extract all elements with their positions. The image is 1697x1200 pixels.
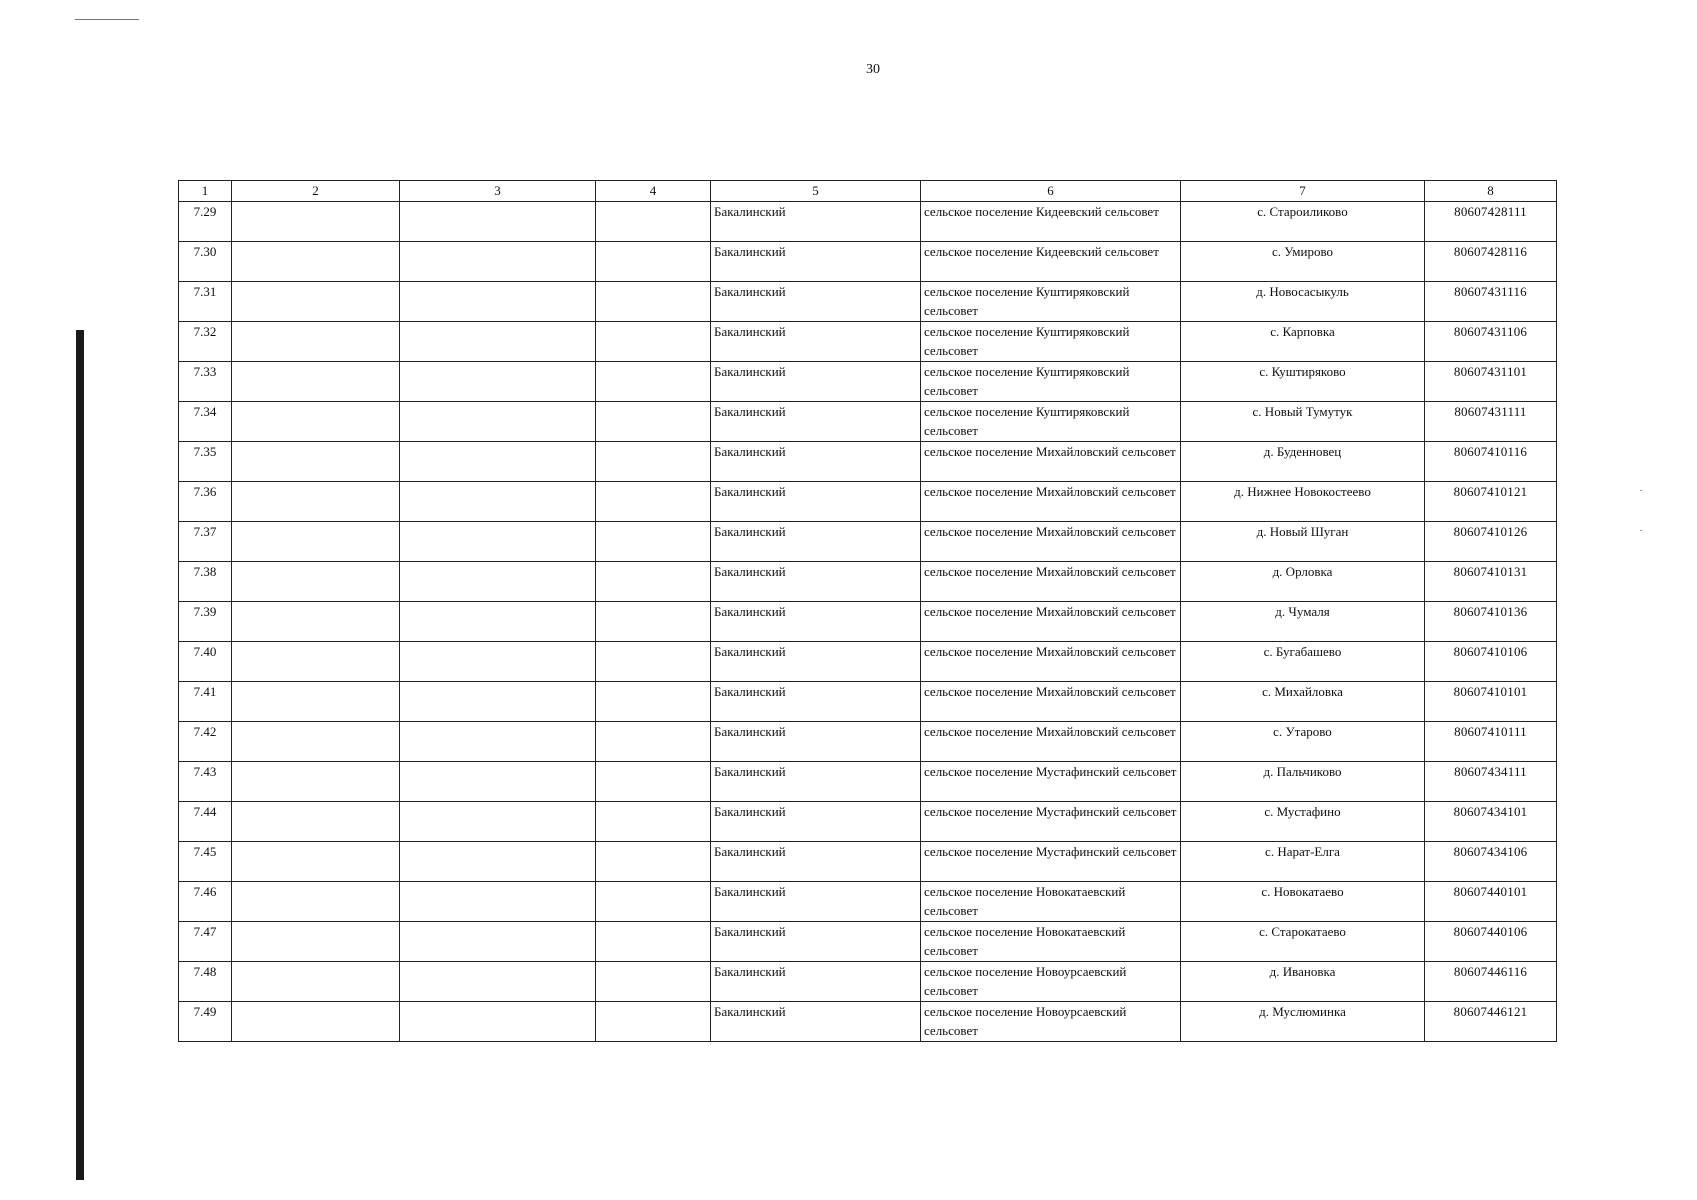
municipality-cell: сельское поселение Куштиряковский сельсовет	[921, 282, 1181, 322]
settlement-cell: с. Мустафино	[1181, 802, 1425, 842]
row-number: 7.44	[179, 802, 232, 842]
empty-cell	[232, 482, 400, 522]
municipality-cell: сельское поселение Куштиряковский сельсовет	[921, 362, 1181, 402]
row-number: 7.42	[179, 722, 232, 762]
settlement-cell: с. Бугабашево	[1181, 642, 1425, 682]
empty-cell	[400, 242, 596, 282]
municipality-cell: сельское поселение Куштиряковский сельсовет	[921, 402, 1181, 442]
empty-cell	[596, 602, 711, 642]
oktmo-code-cell: 80607434111	[1425, 762, 1557, 802]
row-number: 7.35	[179, 442, 232, 482]
municipality-cell: сельское поселение Новоурсаевский сельсовет	[921, 1002, 1181, 1042]
district-cell: Бакалинский	[711, 642, 921, 682]
district-cell: Бакалинский	[711, 682, 921, 722]
oktmo-code-cell: 80607431101	[1425, 362, 1557, 402]
settlement-cell: д. Ивановка	[1181, 962, 1425, 1002]
table-row	[179, 762, 1557, 802]
empty-cell	[596, 362, 711, 402]
oktmo-code-cell: 80607428116	[1425, 242, 1557, 282]
empty-cell	[232, 842, 400, 882]
header-cell: 3	[400, 181, 596, 202]
oktmo-code-cell: 80607410116	[1425, 442, 1557, 482]
settlement-cell: д. Новый Шуган	[1181, 522, 1425, 562]
settlement-cell: с. Старокатаево	[1181, 922, 1425, 962]
table-row	[179, 682, 1557, 722]
empty-cell	[596, 962, 711, 1002]
municipality-cell: сельское поселение Куштиряковский сельсовет	[921, 322, 1181, 362]
empty-cell	[232, 922, 400, 962]
scan-edge-bar	[76, 330, 84, 1180]
row-number: 7.48	[179, 962, 232, 1002]
row-number: 7.39	[179, 602, 232, 642]
settlements-table	[178, 180, 1557, 1042]
empty-cell	[596, 762, 711, 802]
oktmo-code-cell: 80607410121	[1425, 482, 1557, 522]
empty-cell	[596, 322, 711, 362]
oktmo-code-cell: 80607431111	[1425, 402, 1557, 442]
table-row	[179, 642, 1557, 682]
oktmo-code-cell: 80607410126	[1425, 522, 1557, 562]
oktmo-code-cell: 80607410136	[1425, 602, 1557, 642]
municipality-cell: сельское поселение Мустафинский сельсовет	[921, 762, 1181, 802]
municipality-cell: сельское поселение Михайловский сельсовет	[921, 642, 1181, 682]
oktmo-code-cell: 80607410131	[1425, 562, 1557, 602]
row-number: 7.37	[179, 522, 232, 562]
table-row	[179, 522, 1557, 562]
empty-cell	[232, 442, 400, 482]
empty-cell	[400, 482, 596, 522]
district-cell: Бакалинский	[711, 362, 921, 402]
municipality-cell: сельское поселение Михайловский сельсовет	[921, 482, 1181, 522]
table-row	[179, 962, 1557, 1002]
oktmo-code-cell: 80607434106	[1425, 842, 1557, 882]
empty-cell	[400, 722, 596, 762]
municipality-cell: сельское поселение Мустафинский сельсовет	[921, 842, 1181, 882]
oktmo-code-cell: 80607410106	[1425, 642, 1557, 682]
district-cell: Бакалинский	[711, 922, 921, 962]
oktmo-code-cell: 80607434101	[1425, 802, 1557, 842]
row-number: 7.47	[179, 922, 232, 962]
district-cell: Бакалинский	[711, 322, 921, 362]
table-row	[179, 482, 1557, 522]
empty-cell	[400, 842, 596, 882]
empty-cell	[400, 922, 596, 962]
settlement-cell: д. Чумаля	[1181, 602, 1425, 642]
empty-cell	[596, 682, 711, 722]
municipality-cell: сельское поселение Михайловский сельсовет	[921, 682, 1181, 722]
municipality-cell: сельское поселение Новокатаевский сельсовет	[921, 922, 1181, 962]
district-cell: Бакалинский	[711, 402, 921, 442]
district-cell: Бакалинский	[711, 202, 921, 242]
district-cell: Бакалинский	[711, 722, 921, 762]
row-number: 7.32	[179, 322, 232, 362]
table-row	[179, 202, 1557, 242]
municipality-cell: сельское поселение Михайловский сельсовет	[921, 602, 1181, 642]
empty-cell	[232, 802, 400, 842]
settlement-cell: д. Буденновец	[1181, 442, 1425, 482]
municipality-cell: сельское поселение Новоурсаевский сельсовет	[921, 962, 1181, 1002]
oktmo-code-cell: 80607446116	[1425, 962, 1557, 1002]
row-number: 7.41	[179, 682, 232, 722]
empty-cell	[232, 242, 400, 282]
settlement-cell: д. Муслюминка	[1181, 1002, 1425, 1042]
top-rule	[75, 19, 139, 20]
municipality-cell: сельское поселение Кидеевский сельсовет	[921, 202, 1181, 242]
empty-cell	[400, 682, 596, 722]
empty-cell	[400, 522, 596, 562]
table-row	[179, 922, 1557, 962]
empty-cell	[596, 882, 711, 922]
empty-cell	[596, 242, 711, 282]
empty-cell	[400, 762, 596, 802]
empty-cell	[400, 882, 596, 922]
table-body	[179, 202, 1557, 1042]
table-row	[179, 722, 1557, 762]
table-row	[179, 842, 1557, 882]
district-cell: Бакалинский	[711, 282, 921, 322]
empty-cell	[596, 562, 711, 602]
municipality-cell: сельское поселение Михайловский сельсовет	[921, 522, 1181, 562]
district-cell: Бакалинский	[711, 522, 921, 562]
header-row	[179, 181, 1557, 202]
row-number: 7.33	[179, 362, 232, 402]
row-number: 7.40	[179, 642, 232, 682]
table-row	[179, 1002, 1557, 1042]
settlement-cell: с. Нарат-Елга	[1181, 842, 1425, 882]
row-number: 7.46	[179, 882, 232, 922]
empty-cell	[232, 762, 400, 802]
oktmo-code-cell: 80607428111	[1425, 202, 1557, 242]
row-number: 7.30	[179, 242, 232, 282]
table-row	[179, 442, 1557, 482]
settlement-cell: с. Новокатаево	[1181, 882, 1425, 922]
header-cell: 7	[1181, 181, 1425, 202]
district-cell: Бакалинский	[711, 842, 921, 882]
district-cell: Бакалинский	[711, 962, 921, 1002]
municipality-cell: сельское поселение Кидеевский сельсовет	[921, 242, 1181, 282]
row-number: 7.45	[179, 842, 232, 882]
oktmo-code-cell: 80607431116	[1425, 282, 1557, 322]
empty-cell	[232, 362, 400, 402]
empty-cell	[596, 522, 711, 562]
oktmo-code-cell: 80607410101	[1425, 682, 1557, 722]
empty-cell	[232, 602, 400, 642]
settlement-cell: с. Куштиряково	[1181, 362, 1425, 402]
municipality-cell: сельское поселение Михайловский сельсовет	[921, 442, 1181, 482]
district-cell: Бакалинский	[711, 882, 921, 922]
settlement-cell: с. Утарово	[1181, 722, 1425, 762]
header-cell: 5	[711, 181, 921, 202]
empty-cell	[596, 722, 711, 762]
table-row	[179, 882, 1557, 922]
empty-cell	[400, 802, 596, 842]
empty-cell	[400, 642, 596, 682]
settlement-cell: д. Новосасыкуль	[1181, 282, 1425, 322]
oktmo-code-cell: 80607431106	[1425, 322, 1557, 362]
empty-cell	[232, 322, 400, 362]
row-number: 7.29	[179, 202, 232, 242]
district-cell: Бакалинский	[711, 1002, 921, 1042]
empty-cell	[400, 562, 596, 602]
header-cell: 6	[921, 181, 1181, 202]
table-row	[179, 242, 1557, 282]
empty-cell	[400, 442, 596, 482]
settlement-cell: с. Михайловка	[1181, 682, 1425, 722]
settlement-cell: с. Карповка	[1181, 322, 1425, 362]
oktmo-code-cell: 80607446121	[1425, 1002, 1557, 1042]
settlement-cell: с. Умирово	[1181, 242, 1425, 282]
table-row	[179, 562, 1557, 602]
row-number: 7.36	[179, 482, 232, 522]
empty-cell	[232, 202, 400, 242]
district-cell: Бакалинский	[711, 602, 921, 642]
scan-speck	[1640, 490, 1642, 491]
table-row	[179, 362, 1557, 402]
district-cell: Бакалинский	[711, 562, 921, 602]
table-row	[179, 802, 1557, 842]
table-row	[179, 322, 1557, 362]
header-cell: 1	[179, 181, 232, 202]
oktmo-code-cell: 80607440106	[1425, 922, 1557, 962]
empty-cell	[596, 482, 711, 522]
header-cell: 4	[596, 181, 711, 202]
empty-cell	[232, 682, 400, 722]
table-row	[179, 282, 1557, 322]
empty-cell	[232, 522, 400, 562]
scan-speck	[1640, 530, 1642, 531]
municipality-cell: сельское поселение Михайловский сельсовет	[921, 722, 1181, 762]
empty-cell	[596, 642, 711, 682]
district-cell: Бакалинский	[711, 242, 921, 282]
settlement-cell: д. Пальчиково	[1181, 762, 1425, 802]
empty-cell	[400, 362, 596, 402]
empty-cell	[232, 882, 400, 922]
district-cell: Бакалинский	[711, 442, 921, 482]
empty-cell	[232, 1002, 400, 1042]
municipality-cell: сельское поселение Михайловский сельсовет	[921, 562, 1181, 602]
empty-cell	[232, 722, 400, 762]
empty-cell	[596, 802, 711, 842]
district-cell: Бакалинский	[711, 762, 921, 802]
table-row	[179, 602, 1557, 642]
row-number: 7.43	[179, 762, 232, 802]
row-number: 7.49	[179, 1002, 232, 1042]
empty-cell	[596, 922, 711, 962]
header-cell: 8	[1425, 181, 1557, 202]
district-cell: Бакалинский	[711, 802, 921, 842]
settlement-cell: с. Новый Тумутук	[1181, 402, 1425, 442]
empty-cell	[400, 962, 596, 1002]
row-number: 7.34	[179, 402, 232, 442]
row-number: 7.38	[179, 562, 232, 602]
settlement-cell: д. Орловка	[1181, 562, 1425, 602]
empty-cell	[400, 402, 596, 442]
empty-cell	[596, 202, 711, 242]
empty-cell	[596, 282, 711, 322]
table-row	[179, 402, 1557, 442]
empty-cell	[232, 642, 400, 682]
empty-cell	[232, 962, 400, 1002]
page-number: 30	[866, 62, 880, 77]
empty-cell	[596, 442, 711, 482]
empty-cell	[400, 602, 596, 642]
empty-cell	[232, 562, 400, 602]
empty-cell	[400, 202, 596, 242]
empty-cell	[232, 402, 400, 442]
empty-cell	[400, 1002, 596, 1042]
empty-cell	[400, 282, 596, 322]
empty-cell	[596, 1002, 711, 1042]
row-number: 7.31	[179, 282, 232, 322]
district-cell: Бакалинский	[711, 482, 921, 522]
municipality-cell: сельское поселение Новокатаевский сельсовет	[921, 882, 1181, 922]
empty-cell	[596, 842, 711, 882]
oktmo-code-cell: 80607410111	[1425, 722, 1557, 762]
header-cell: 2	[232, 181, 400, 202]
settlement-cell: д. Нижнее Новокостеево	[1181, 482, 1425, 522]
settlement-cell: с. Староиликово	[1181, 202, 1425, 242]
municipality-cell: сельское поселение Мустафинский сельсовет	[921, 802, 1181, 842]
empty-cell	[232, 282, 400, 322]
empty-cell	[400, 322, 596, 362]
empty-cell	[596, 402, 711, 442]
oktmo-code-cell: 80607440101	[1425, 882, 1557, 922]
